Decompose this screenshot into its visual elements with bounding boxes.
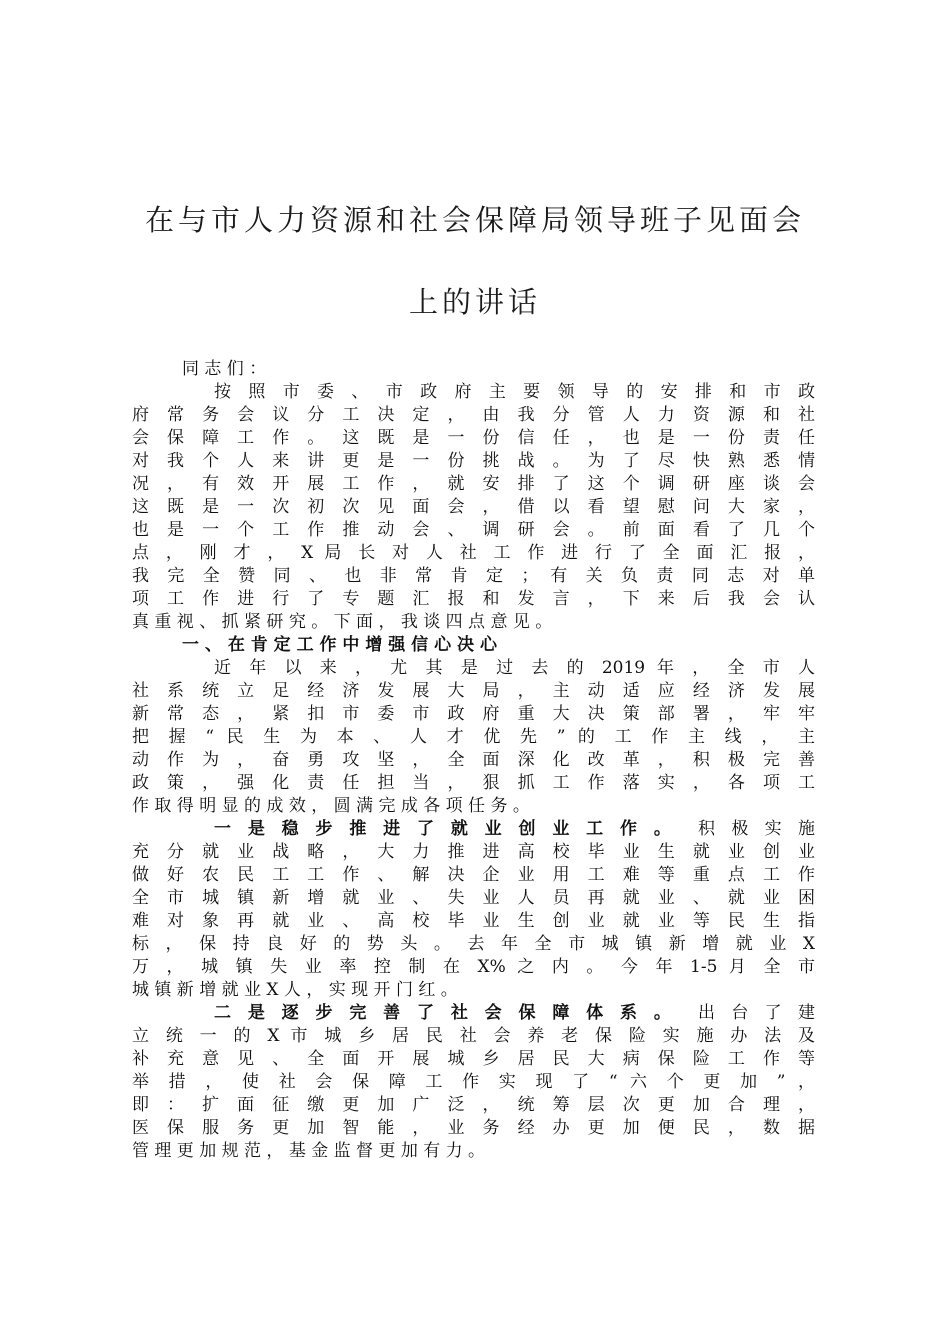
text-line: 充 分 就 业 战 略 ， 大 力 推 进 高 校 毕 业 生 就 业 创 业	[132, 842, 815, 862]
document-title-line-2: 上的讲话	[408, 285, 541, 319]
text-line: 动 作 为 ， 奋 勇 攻 坚 ， 全 面 深 化 改 革 ， 积 极 完 善	[132, 750, 815, 770]
speech-body	[132, 358, 815, 1163]
text-line: 近 年 以 来 ， 尤 其 是 过 去 的 2019 年 ， 全 市 人	[214, 658, 815, 678]
text-line: 真 重 视 、 抓 紧 研 究 。 下 面 ， 我 谈 四 点 意 见 。	[132, 612, 553, 632]
salutation: 同 志 们 ：	[182, 359, 267, 379]
text-line: 城 镇 新 增 就 业 X 人 ， 实 现 开 门 红 。	[132, 980, 458, 1000]
text-line: 会 保 障 工 作 。 这 既 是 一 份 信 任 ， 也 是 一 份 责 任	[132, 428, 815, 448]
text-line: 点 ， 刚 才 ， X 局 长 对 人 社 工 作 进 行 了 全 面 汇 报 ，	[132, 543, 815, 563]
text-line: 万 ， 城 镇 失 业 率 控 制 在 X% 之 内 。 今 年 1-5 月 全 市	[132, 957, 815, 977]
text-line: 补 充 意 见 、 全 面 开 展 城 乡 居 民 大 病 保 险 工 作 等	[132, 1049, 815, 1069]
section-heading-1: 一 、 在 肯 定 工 作 中 增 强 信 心 决 心	[182, 635, 497, 655]
text-line: 医 保 服 务 更 加 智 能 ， 业 务 经 办 更 加 便 民 ， 数 据	[132, 1118, 815, 1138]
text-line	[132, 1002, 815, 1025]
text-line	[132, 818, 815, 841]
text-line: 把 握 “ 民 生 为 本 、 人 才 优 先 ” 的 工 作 主 线 ， 主	[132, 727, 815, 747]
text-line: 府 常 务 会 议 分 工 决 定 ， 由 我 分 管 人 力 资 源 和 社	[132, 405, 815, 425]
text-line: 即 ： 扩 面 征 缴 更 加 广 泛 ， 统 筹 层 次 更 加 合 理 ，	[132, 1095, 815, 1115]
text-line: 项 工 作 进 行 了 专 题 汇 报 和 发 言 ， 下 来 后 我 会 认	[132, 589, 815, 609]
subheading-2: 二 是 逐 步 完 善 了 社 会 保 障 体 系 。	[214, 1003, 677, 1023]
text-line: 新 常 态 ， 紧 扣 市 委 市 政 府 重 大 决 策 部 署 ， 牢 牢	[132, 704, 815, 724]
text-line: 全 市 城 镇 新 增 就 业 、 失 业 人 员 再 就 业 、 就 业 困	[132, 888, 815, 908]
text-line: 作 取 得 明 显 的 成 效 ， 圆 满 完 成 各 项 任 务 。	[132, 796, 530, 816]
text-line: 按 照 市 委 、 市 政 府 主 要 领 导 的 安 排 和 市 政	[214, 382, 815, 402]
text-line: 也 是 一 个 工 作 推 动 会 、 调 研 会 。 前 面 看 了 几 个	[132, 520, 815, 540]
text-fragment: 出 台 了 建	[698, 1003, 815, 1023]
text-line: 做 好 农 民 工 工 作 、 解 决 企 业 用 工 难 等 重 点 工 作	[132, 865, 815, 885]
text-line: 政 策 ， 强 化 责 任 担 当 ， 狠 抓 工 作 落 实 ， 各 项 工	[132, 773, 815, 793]
text-line: 这 既 是 一 次 初 次 见 面 会 ， 借 以 看 望 慰 问 大 家 ，	[132, 497, 815, 517]
text-line: 我 完 全 赞 同 、 也 非 常 肯 定 ； 有 关 负 责 同 志 对 单	[132, 566, 815, 586]
text-line: 社 系 统 立 足 经 济 发 展 大 局 ， 主 动 适 应 经 济 发 展	[132, 681, 815, 701]
text-line: 管 理 更 加 规 范 ， 基 金 监 督 更 加 有 力 。	[132, 1141, 486, 1161]
text-fragment: 积 极 实 施	[698, 819, 815, 839]
text-line: 举 措 ， 使 社 会 保 障 工 作 实 现 了 “ 六 个 更 加 ” ，	[132, 1072, 815, 1092]
document-title-line-1: 在与市人力资源和社会保障局领导班子见面会	[144, 203, 805, 237]
text-line: 对 我 个 人 来 讲 更 是 一 份 挑 战 。 为 了 尽 快 熟 悉 情	[132, 451, 815, 471]
text-line: 况 ， 有 效 开 展 工 作 ， 就 安 排 了 这 个 调 研 座 谈 会	[132, 474, 815, 494]
text-line: 标 ， 保 持 良 好 的 势 头 。 去 年 全 市 城 镇 新 增 就 业 X	[132, 934, 815, 954]
subheading-1: 一 是 稳 步 推 进 了 就 业 创 业 工 作 。	[214, 819, 677, 839]
text-line: 立 统 一 的 X 市 城 乡 居 民 社 会 养 老 保 险 实 施 办 法 及	[132, 1026, 815, 1046]
text-line: 难 对 象 再 就 业 、 高 校 毕 业 生 创 业 就 业 等 民 生 指	[132, 911, 815, 931]
